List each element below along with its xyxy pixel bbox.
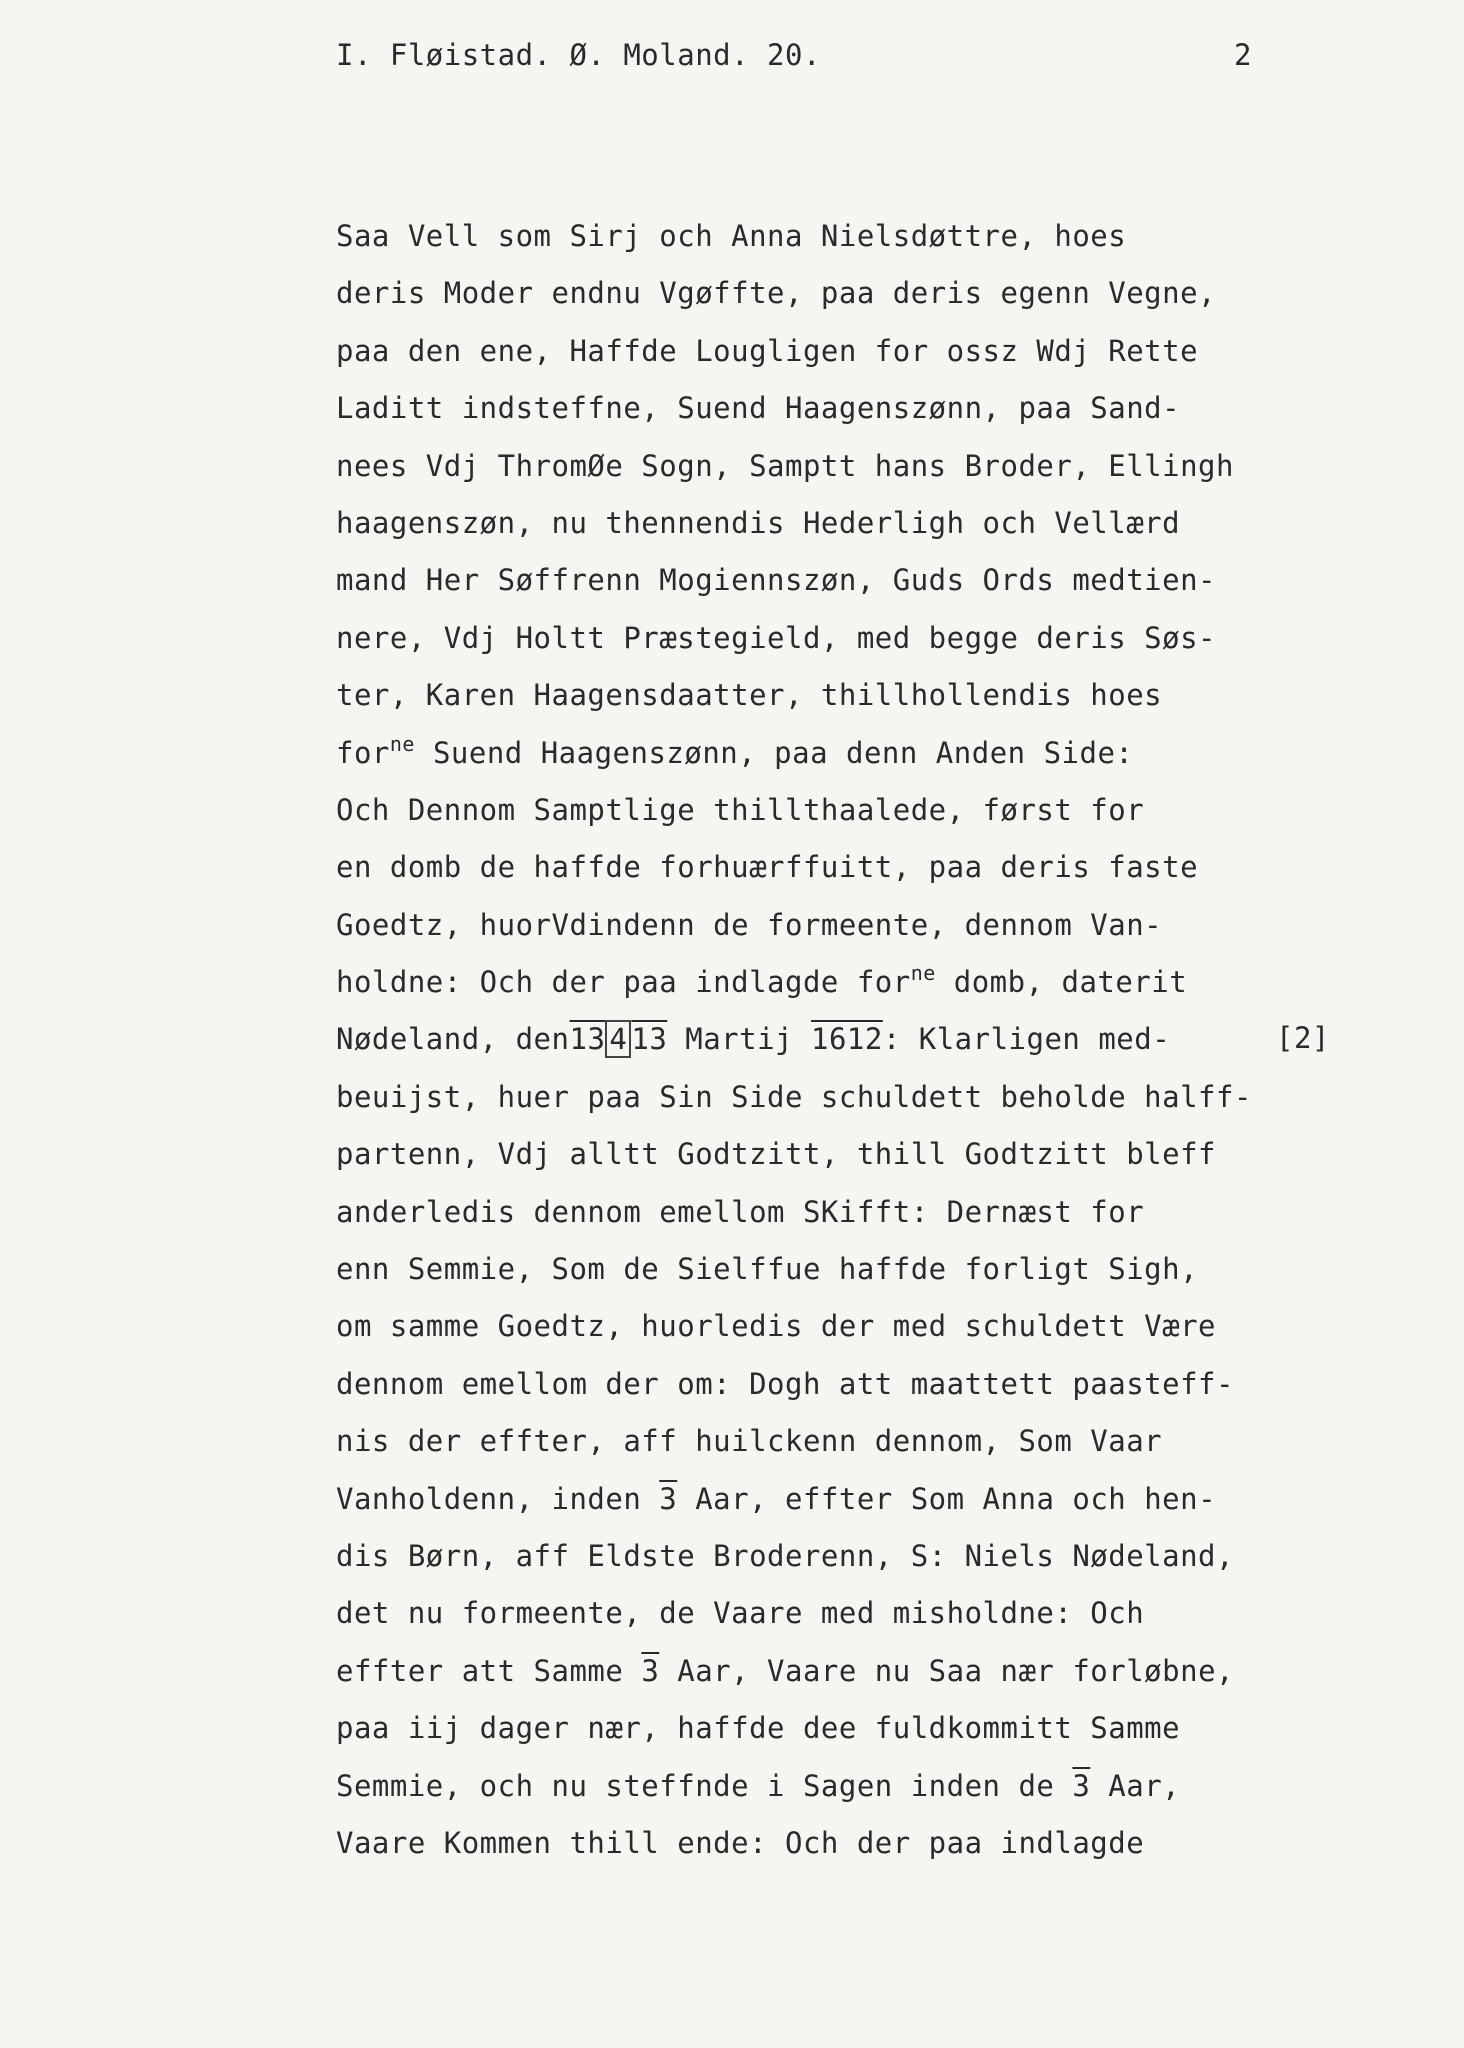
- page-number: 2: [1234, 38, 1252, 72]
- text-segment: Suend Haagenszønn, paa denn Anden Side:: [414, 735, 1134, 770]
- text-line: dennom emellom der om: Dogh att maattett paasteff-: [336, 1366, 1234, 1401]
- text-line: Och Dennom Samptlige thillthaalede, først for: [336, 792, 1145, 827]
- superscript: ne: [389, 731, 415, 756]
- text-segment: effter att Samme: [336, 1653, 642, 1688]
- text-line: deris Moder endnu Vgøffte, paa deris egenn Vegne,: [336, 276, 1217, 311]
- text-line: partenn, Vdj alltt Godtzitt, thill Godtzitt bleff: [336, 1137, 1217, 1172]
- text-segment: domb, daterit: [935, 965, 1188, 1000]
- text-segment: Martij: [667, 1022, 811, 1057]
- text-segment: Aar, Vaare nu Saa nær forløbne,: [659, 1653, 1234, 1688]
- text-line: beuijst, huer paa Sin Side schuldett beholde halff-: [336, 1079, 1252, 1114]
- text-line-date: [336, 1011, 1236, 1068]
- text-line-aar: [336, 1471, 1236, 1528]
- text-line: mand Her Søffrenn Mogiennszøn, Guds Ords medtien-: [336, 563, 1217, 598]
- text-line: haagenszøn, nu thennendis Hederligh och Vellærd: [336, 505, 1181, 540]
- overlined-number: 13: [631, 1022, 668, 1057]
- text-segment: : Klarligen med-: [882, 1022, 1171, 1057]
- text-line-forne: [336, 954, 1236, 1011]
- text-segment: Semmie, och nu steffnde i Sagen inden de: [336, 1768, 1073, 1803]
- text-segment: Vanholdenn, inden: [336, 1481, 660, 1516]
- text-line: nees Vdj ThromØe Sogn, Samptt hans Broder, Ellingh: [336, 448, 1234, 483]
- text-line: det nu formeente, de Vaare med misholdne: Och: [336, 1596, 1145, 1631]
- text-line: nis der effter, aff huilckenn dennom, Som Vaar: [336, 1424, 1163, 1459]
- text-line: enn Semmie, Som de Sielffue haffde forligt Sigh,: [336, 1252, 1199, 1287]
- overlined-number: 13: [569, 1022, 606, 1057]
- superscript: ne: [910, 961, 936, 986]
- text-line: paa den ene, Haffde Lougligen for ossz Wdj Rette: [336, 333, 1199, 368]
- margin-reference: [2]: [1276, 1021, 1330, 1055]
- overlined-number: 3: [641, 1653, 660, 1688]
- text-line: Laditt indsteffne, Suend Haagenszønn, paa Sand-: [336, 391, 1181, 426]
- overlined-number: 3: [659, 1481, 678, 1516]
- text-line: nere, Vdj Holtt Præstegield, med begge deris Søs-: [336, 620, 1217, 655]
- text-line: ter, Karen Haagensdaatter, thillhollendis hoes: [336, 678, 1163, 713]
- text-segment: for: [336, 735, 390, 770]
- page-header-title: I. Fløistad. Ø. Moland. 20.: [336, 38, 821, 72]
- boxed-number: 4: [605, 1020, 631, 1058]
- text-line-aar: [336, 1643, 1236, 1700]
- text-line: om samme Goedtz, huorledis der med schuldett Være: [336, 1309, 1217, 1344]
- text-line: Goedtz, huorVdindenn de formeente, dennom Van-: [336, 907, 1163, 942]
- text-line-aar: [336, 1758, 1236, 1815]
- text-line: Saa Vell som Sirj och Anna Nielsdøttre, hoes: [336, 219, 1127, 253]
- overlined-number: 3: [1072, 1768, 1091, 1803]
- transcription-body: [336, 208, 1252, 1872]
- text-line: Vaare Kommen thill ende: Och der paa indlagde: [336, 1825, 1145, 1860]
- text-line-forne: [336, 725, 1236, 782]
- text-line: paa iij dager nær, haffde dee fuldkommitt Samme: [336, 1711, 1181, 1746]
- text-segment: Aar,: [1090, 1768, 1181, 1803]
- overlined-year: 1612: [810, 1022, 883, 1057]
- text-line: anderledis dennom emellom SKifft: Dernæst for: [336, 1194, 1145, 1229]
- text-segment: Aar, effter Som Anna och hen-: [677, 1481, 1217, 1516]
- text-line: en domb de haffde forhuærffuitt, paa deris faste: [336, 850, 1199, 885]
- text-line: dis Børn, aff Eldste Broderenn, S: Niels Nødeland,: [336, 1538, 1234, 1573]
- text-segment: holdne: Och der paa indlagde for: [336, 965, 911, 1000]
- text-segment: Nødeland, den: [336, 1022, 570, 1057]
